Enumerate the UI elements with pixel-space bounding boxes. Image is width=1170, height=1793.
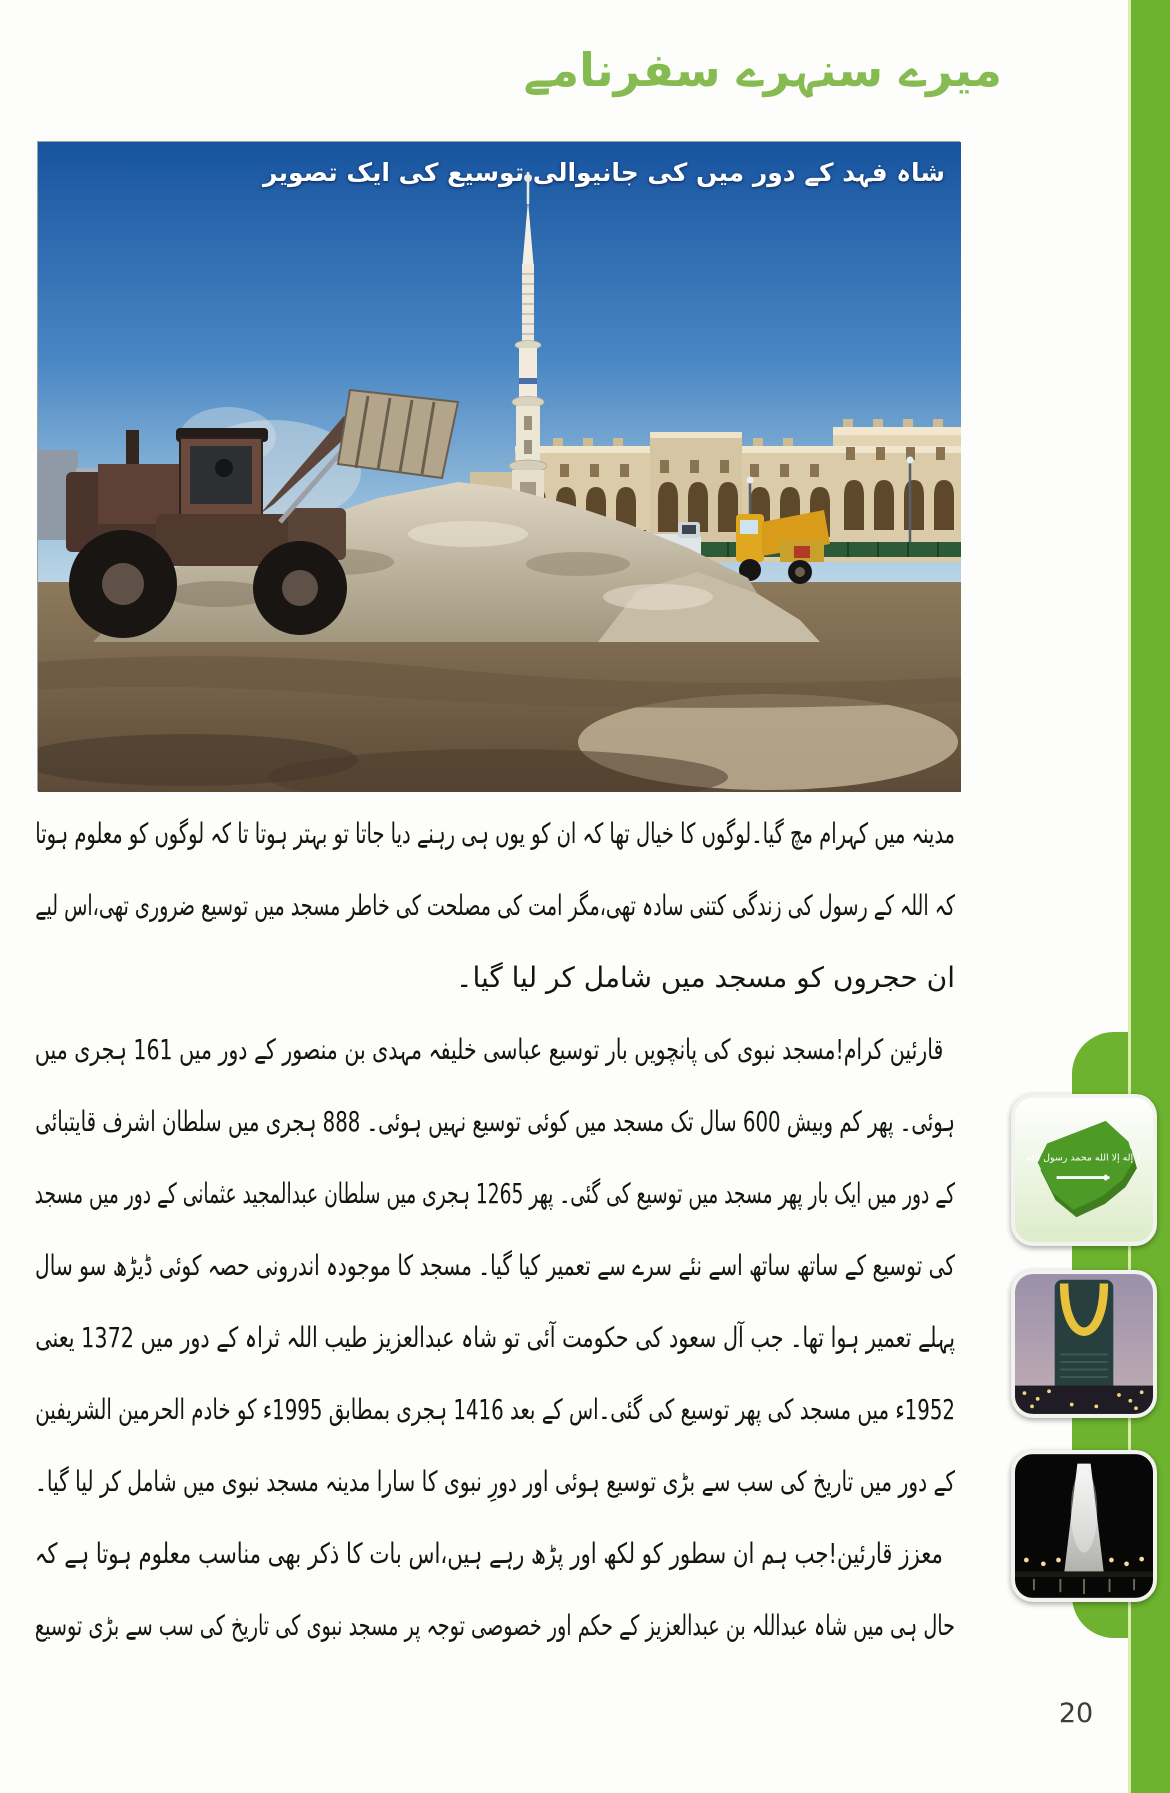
- photo-illustration: [38, 142, 961, 792]
- sidebar-image-saudi-map: [1011, 1094, 1157, 1246]
- saudi-arabia-map-icon: [1015, 1098, 1153, 1242]
- flag-shahada-text: لا إله إلا الله محمد رسول الله: [1026, 1152, 1142, 1164]
- page-title: میرے سنہرے سفرنامے: [523, 43, 1002, 97]
- photo-masjid-nabawi-expansion: [37, 141, 960, 791]
- text-line: ان حجروں کو مسجد میں شامل کر لیا گیا۔: [456, 961, 955, 994]
- body-text: [35, 798, 955, 1662]
- text-line: معزز قارئین!جب ہم ان سطور کو لکھ اور پڑھ رہے ہیں،اس بات کا ذکر بھی مناسب معلوم ہوتا ہے کہ: [34, 1537, 943, 1570]
- text-line: حال ہی میں شاہ عبداللہ بن عبدالعزیز کے حکم اور خصوصی توجہ پر مسجد نبوی کی تاریخ کی سب سے بڑی توسیع: [34, 1609, 955, 1642]
- text-line: قارئین کرام!مسجد نبوی کی پانچویں بار توسیع عباسی خلیفہ مہدی بن منصور کے دور میں 161 ہجری میں: [34, 1033, 944, 1066]
- text-line: کہ اللہ کے رسول کی زندگی کتنی سادہ تھی،مگر امت کی مصلحت کی خاطر مسجد میں توسیع ضروری تھی،اس لیے: [35, 889, 955, 922]
- loader-bucket: [338, 390, 458, 478]
- text-line: کی توسیع کے ساتھ ساتھ اسے نئے سرے سے تعمیر کیا گیا۔ مسجد کا موجودہ اندرونی حصہ کوئی ڈیڑھ سو سال: [35, 1249, 955, 1282]
- text-line: کے دور میں ایک بار پھر مسجد میں توسیع کی گئی۔ پھر 1265 ہجری میں سلطان عبدالمجید عثمانی کے دور میں مسجد: [34, 1177, 955, 1210]
- sidebar-image-kingdom-tower: [1011, 1270, 1157, 1418]
- text-line: ہوئی۔ پھر کم وبیش 600 سال تک مسجد میں کوئی توسیع نہیں ہوئی۔ 888 ہجری میں سلطان اشرف قایتبائی: [35, 1105, 955, 1138]
- photo-caption: شاہ فہد کے دور میں کی جانیوالی توسیع کی ایک تصویر: [263, 158, 945, 187]
- sidebar-image-fountain: [1011, 1450, 1157, 1602]
- kingdom-centre-tower-icon: [1015, 1274, 1153, 1414]
- text-line: پہلے تعمیر ہوا تھا۔ جب آل سعود کی حکومت آئی تو شاہ عبدالعزیز طیب اللہ ثراہ کے دور میں 1372 یعنی: [35, 1321, 956, 1354]
- page-number: 20: [1058, 1698, 1094, 1729]
- text-line: 1952ء میں مسجد کی پھر توسیع کی گئی۔اس کے بعد 1416 ہجری بمطابق 1995ء کو خادم الحرمین الشریفین: [35, 1393, 955, 1426]
- king-fahd-fountain-icon: [1015, 1454, 1153, 1598]
- text-line: مدینہ میں کہرام مچ گیا۔لوگوں کا خیال تھا کہ ان کو یوں ہی رہنے دیا جاتا تو بہتر ہوتا تا کہ لوگوں کو معلوم ہوتا: [35, 817, 955, 850]
- text-line: کے دور میں تاریخ کی سب سے بڑی توسیع ہوئی اور دورِ نبوی کا سارا مدینہ مسجد نبوی میں شامل کر لیا گیا۔: [34, 1465, 955, 1498]
